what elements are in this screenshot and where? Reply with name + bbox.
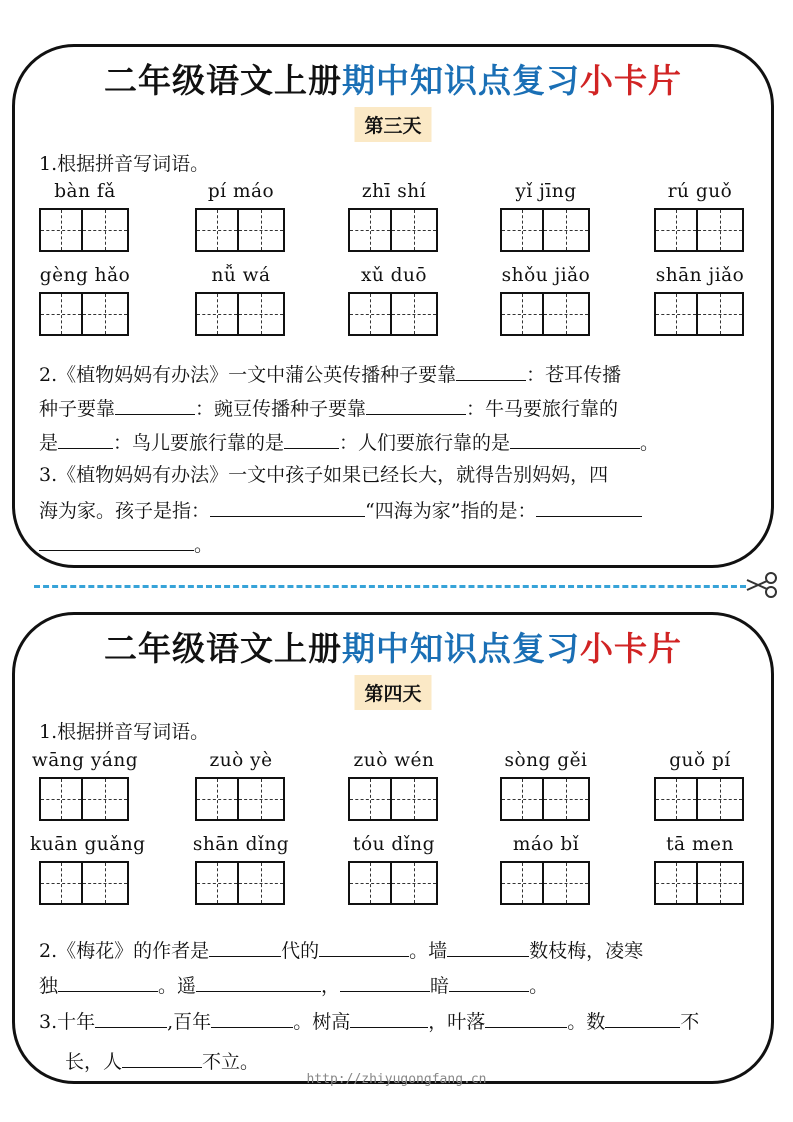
pinyin: gèng hǎo bbox=[39, 265, 131, 286]
writing-box[interactable] bbox=[544, 861, 590, 905]
question-2-line-2: 独 。遥 ， 暗 。 bbox=[39, 975, 549, 997]
writing-box[interactable] bbox=[500, 777, 544, 821]
pinyin: nǚ wá bbox=[211, 265, 271, 286]
pinyin: zuò wén bbox=[353, 750, 435, 771]
writing-box[interactable] bbox=[195, 777, 239, 821]
writing-box[interactable] bbox=[698, 208, 744, 252]
title-part1: 二年级语文上册 bbox=[104, 629, 342, 668]
answer-blank[interactable] bbox=[58, 973, 158, 992]
question-2-line-1: 2.《梅花》的作者是 代的 。墙 数枝梅，凌寒 bbox=[39, 940, 644, 962]
question-3-line-1: 3.《植物妈妈有办法》一文中孩子如果已经长大，就得告别妈妈，四 bbox=[39, 464, 609, 486]
pinyin: tā men bbox=[666, 834, 734, 855]
question-2-line-3: 是 ：鸟儿要旅行靠的是 ：人们要旅行靠的是 。 bbox=[39, 432, 660, 454]
answer-blank[interactable] bbox=[209, 938, 281, 957]
writing-box[interactable] bbox=[83, 777, 129, 821]
pinyin: shǒu jiǎo bbox=[501, 265, 591, 286]
review-card-day4 bbox=[12, 612, 774, 1084]
footer-url: http://zhiyugongfang.cn bbox=[306, 1072, 487, 1087]
pinyin: guǒ pí bbox=[669, 750, 731, 771]
pinyin: sòng gěi bbox=[504, 750, 588, 771]
writing-box[interactable] bbox=[39, 777, 83, 821]
answer-blank[interactable] bbox=[340, 973, 430, 992]
answer-blank[interactable] bbox=[485, 1009, 567, 1028]
writing-box[interactable] bbox=[348, 292, 392, 336]
question-2-line-2: 种子要靠 ：豌豆传播种子要靠 ：牛马要旅行靠的 bbox=[39, 398, 619, 420]
question-3-line-3: 。 bbox=[39, 532, 213, 556]
answer-blank[interactable] bbox=[95, 1009, 167, 1028]
writing-box[interactable] bbox=[239, 861, 285, 905]
writing-box[interactable] bbox=[544, 208, 590, 252]
writing-box[interactable] bbox=[500, 208, 544, 252]
writing-box[interactable] bbox=[348, 861, 392, 905]
answer-blank[interactable] bbox=[536, 498, 642, 517]
answer-blank[interactable] bbox=[447, 938, 529, 957]
pinyin: kuān guǎng bbox=[30, 834, 146, 855]
writing-box[interactable] bbox=[195, 292, 239, 336]
writing-box[interactable] bbox=[500, 861, 544, 905]
question-3-line-2: 海为家。孩子是指： “四海为家”指的是： bbox=[39, 498, 642, 522]
writing-box[interactable] bbox=[83, 292, 129, 336]
writing-box[interactable] bbox=[348, 208, 392, 252]
question-1-heading: 1.根据拼音写词语。 bbox=[39, 721, 210, 743]
answer-blank[interactable] bbox=[366, 396, 466, 415]
day-badge: 第四天 bbox=[354, 675, 431, 710]
writing-box[interactable] bbox=[698, 861, 744, 905]
pinyin: zuò yè bbox=[209, 750, 273, 771]
writing-box[interactable] bbox=[392, 208, 438, 252]
pinyin: xǔ duō bbox=[360, 265, 428, 286]
writing-box[interactable] bbox=[195, 208, 239, 252]
writing-box[interactable] bbox=[698, 292, 744, 336]
writing-box[interactable] bbox=[392, 777, 438, 821]
question-1-heading: 1.根据拼音写词语。 bbox=[39, 153, 210, 175]
writing-box[interactable] bbox=[544, 777, 590, 821]
writing-box[interactable] bbox=[654, 861, 698, 905]
answer-blank[interactable] bbox=[196, 973, 321, 992]
question-3-line-2: 长，人 不立。 bbox=[65, 1051, 260, 1073]
title-part3: 小卡片 bbox=[580, 61, 682, 100]
writing-box[interactable] bbox=[500, 292, 544, 336]
answer-blank[interactable] bbox=[284, 430, 339, 449]
writing-box[interactable] bbox=[348, 777, 392, 821]
review-card-day3 bbox=[12, 44, 774, 568]
pinyin: bàn fǎ bbox=[54, 181, 116, 202]
writing-box[interactable] bbox=[39, 208, 83, 252]
pinyin: shān jiǎo bbox=[655, 265, 745, 286]
question-2-line-1: 2.《植物妈妈有办法》一文中蒲公英传播种子要靠 ：苍耳传播 bbox=[39, 364, 622, 386]
pinyin: wāng yáng bbox=[31, 750, 139, 771]
answer-blank[interactable] bbox=[115, 396, 195, 415]
cut-line bbox=[34, 585, 746, 588]
writing-box[interactable] bbox=[654, 208, 698, 252]
writing-box[interactable] bbox=[654, 777, 698, 821]
question-3-line-1: 3.十年 ,百年 。树高 ，叶落 。数 不 bbox=[39, 1011, 700, 1033]
title-part2: 期中知识点复习 bbox=[342, 629, 580, 668]
title-part3: 小卡片 bbox=[580, 629, 682, 668]
title-part1: 二年级语文上册 bbox=[104, 61, 342, 100]
pinyin: zhī shí bbox=[361, 181, 427, 202]
writing-box[interactable] bbox=[239, 777, 285, 821]
writing-box[interactable] bbox=[239, 292, 285, 336]
answer-blank[interactable] bbox=[350, 1009, 428, 1028]
answer-blank[interactable] bbox=[510, 430, 640, 449]
writing-box[interactable] bbox=[654, 292, 698, 336]
day-badge: 第三天 bbox=[354, 107, 431, 142]
answer-blank[interactable] bbox=[211, 1009, 293, 1028]
pinyin: yǐ jīng bbox=[515, 181, 577, 202]
pinyin: shān dǐng bbox=[192, 834, 290, 855]
writing-box[interactable] bbox=[39, 292, 83, 336]
writing-box[interactable] bbox=[39, 861, 83, 905]
answer-blank[interactable] bbox=[39, 532, 194, 551]
pinyin: pí máo bbox=[207, 181, 275, 202]
card-title bbox=[15, 623, 771, 670]
answer-blank[interactable] bbox=[319, 938, 409, 957]
writing-box[interactable] bbox=[83, 208, 129, 252]
writing-box[interactable] bbox=[392, 861, 438, 905]
writing-box[interactable] bbox=[698, 777, 744, 821]
answer-blank[interactable] bbox=[449, 973, 529, 992]
answer-blank[interactable] bbox=[605, 1009, 680, 1028]
card-title bbox=[15, 55, 771, 102]
scissors-icon bbox=[745, 570, 781, 600]
answer-blank[interactable] bbox=[122, 1049, 202, 1068]
writing-box[interactable] bbox=[544, 292, 590, 336]
pinyin: tóu dǐng bbox=[353, 834, 435, 855]
answer-blank[interactable] bbox=[58, 430, 113, 449]
answer-blank[interactable] bbox=[210, 498, 365, 517]
answer-blank[interactable] bbox=[456, 362, 526, 381]
writing-box[interactable] bbox=[195, 861, 239, 905]
writing-box[interactable] bbox=[239, 208, 285, 252]
writing-box[interactable] bbox=[392, 292, 438, 336]
writing-box[interactable] bbox=[83, 861, 129, 905]
pinyin: rú guǒ bbox=[667, 181, 733, 202]
title-part2: 期中知识点复习 bbox=[342, 61, 580, 100]
pinyin: máo bǐ bbox=[512, 834, 580, 855]
